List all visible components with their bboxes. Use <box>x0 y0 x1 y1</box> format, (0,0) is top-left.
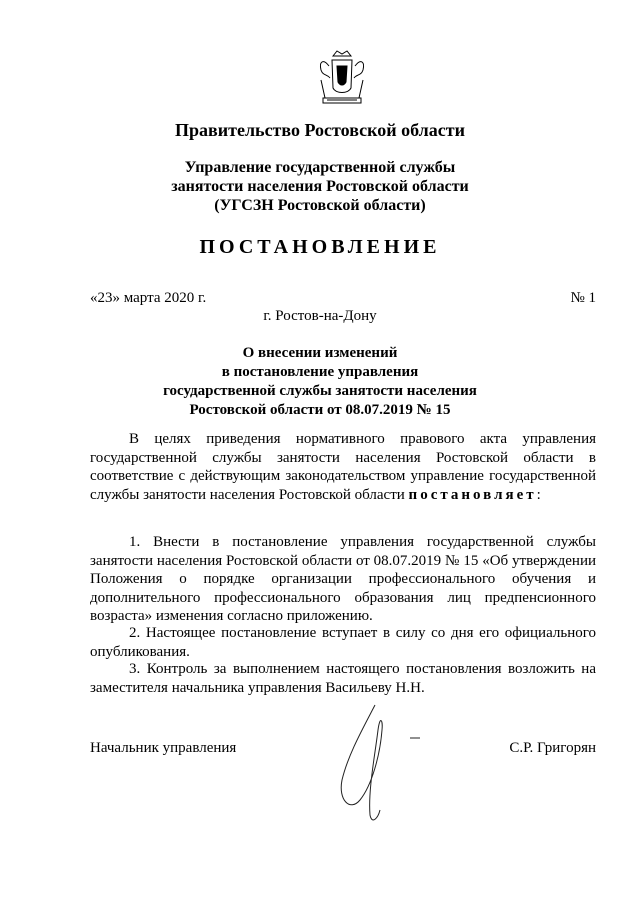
intro-text: В целях приведения нормативного правового акта управления государственной службы занятости населения Ростовской области в соответствие с действующим законодательством управление государственной службы занятости населения Ростовской области <box>90 431 596 503</box>
decree-colon: : <box>536 486 541 503</box>
signatory-title: Начальник управления <box>90 740 237 756</box>
department-abbreviation: (УГСЗН Ростовской области) <box>214 197 426 214</box>
decree-word: постановляет <box>408 486 537 503</box>
coat-of-arms-icon <box>315 48 369 106</box>
document-number: № 1 <box>570 290 596 306</box>
signatory-name: С.Р. Григорян <box>509 740 596 756</box>
subject-line: в постановление управления <box>221 364 419 380</box>
handwritten-signature <box>320 700 430 830</box>
item-2: 2. Настоящее постановление вступает в силу со дня его официального опубликования. <box>90 625 596 660</box>
subject-line: О внесении изменений <box>242 345 398 361</box>
document-type: ПОСТАНОВЛЕНИЕ <box>199 236 441 258</box>
item-3: 3. Контроль за выполнением настоящего постановления возложить на заместителя начальника управления Васильеву Н.Н. <box>90 661 596 696</box>
item-1: 1. Внести в постановление управления государственной службы занятости населения Ростовской области от 08.07.2019 № 15 «Об утверждении Положения о порядке организации профессионального обучения и дополнительного профессионального образования лиц предпенсионного возраста» изменения согласно приложению. <box>90 534 596 624</box>
document-subject <box>0 344 640 420</box>
document-date: «23» марта 2020 г. <box>90 290 207 306</box>
subject-line: Ростовской области от 08.07.2019 № 15 <box>189 402 451 418</box>
subject-line: государственной службы занятости населения <box>163 383 477 399</box>
department-line: занятости населения Ростовской области <box>171 178 469 195</box>
government-name: Правительство Ростовской области <box>175 120 465 140</box>
department-name <box>0 158 640 215</box>
document-city: г. Ростов-на-Дону <box>263 308 377 324</box>
department-line: Управление государственной службы <box>184 159 456 176</box>
intro-paragraph <box>90 430 596 504</box>
